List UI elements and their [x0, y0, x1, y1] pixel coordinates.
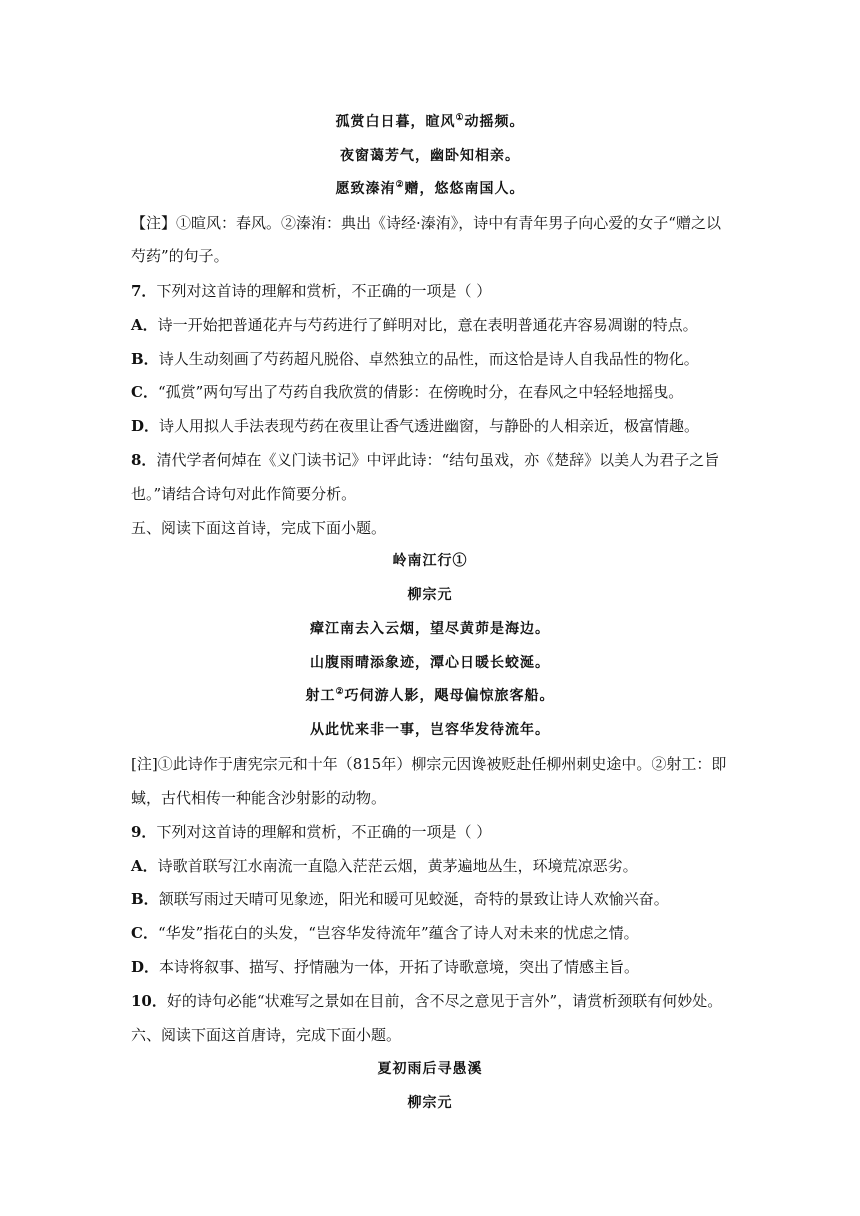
- poem-text: 动摇频。: [464, 114, 525, 130]
- question-number: 8．: [131, 451, 157, 469]
- question-10: [131, 991, 731, 1011]
- poem-text: 射工: [305, 688, 336, 704]
- question-8: [131, 450, 731, 470]
- poem-text: 赠，悠悠南国人。: [404, 181, 525, 197]
- poem2-line2: 山腹雨晴添象迹，潭心日暖长蛟涎。: [310, 655, 550, 671]
- poem2-title: 岭南江行①: [392, 553, 468, 569]
- option-label: A．: [131, 316, 158, 334]
- poem-text: 巧伺游人影，飓母偏惊旅客船。: [344, 688, 555, 704]
- poem-text: 愿致溱洧: [335, 181, 396, 197]
- option-label: B．: [131, 890, 159, 908]
- footnote-marker: ①: [455, 113, 465, 123]
- option-label: C．: [131, 383, 158, 401]
- question-7: [131, 281, 731, 301]
- q7-option-c: [131, 382, 731, 402]
- question-number: 7．: [131, 282, 157, 300]
- question-stem: 下列对这首诗的理解和赏析，不正确的一项是（ ）: [156, 823, 492, 841]
- question-stem: 好的诗句必能“状难写之景如在目前，含不尽之意见于言外”，请赏析颈联有何妙处。: [166, 992, 723, 1010]
- q7-option-a: [131, 315, 731, 335]
- note1-line2: 芍药”的句子。: [131, 247, 229, 265]
- question-number: 9．: [131, 823, 157, 841]
- q7-option-b: [131, 349, 731, 369]
- poem3-author: 柳宗元: [407, 1095, 453, 1111]
- question-9: [131, 822, 731, 842]
- poem2-line3: [0, 686, 860, 706]
- note2-line1: [注]①此诗作于唐宪宗元和十年（815年）柳宗元因谗被贬赴任柳州刺史途中。②射工：即: [131, 755, 727, 773]
- q8-line2: 也。”请结合诗句对此作简要分析。: [131, 485, 357, 503]
- section-5-heading: 五、阅读下面这首诗，完成下面小题。: [131, 519, 387, 537]
- question-stem: 清代学者何焯在《义门读书记》中评此诗：“结句虽戏，亦《楚辞》以美人为君子之旨: [156, 451, 720, 469]
- poem2-line1: 瘴江南去入云烟，望尽黄茆是海边。: [310, 621, 550, 637]
- q7-option-d: [131, 416, 731, 436]
- footnote-marker: ②: [395, 180, 405, 190]
- option-text: “孤赏”两句写出了芍药自我欣赏的倩影：在傍晚时分，在春风之中轻轻地摇曳。: [157, 383, 684, 401]
- option-label: C．: [131, 924, 158, 942]
- poem2-line4: 从此忧来非一事，岂容华发待流年。: [310, 722, 550, 738]
- option-text: 诗一开始把普通花卉与芍药进行了鲜明对比，意在表明普通花卉容易凋谢的特点。: [157, 316, 698, 334]
- q9-option-b: [131, 889, 731, 909]
- q9-option-c: [131, 923, 731, 943]
- option-text: 诗人用拟人手法表现芍药在夜里让香气透进幽窗，与静卧的人相亲近，极富情趣。: [159, 417, 700, 435]
- poem2-author: 柳宗元: [407, 587, 453, 603]
- option-text: “华发”指花白的头发，“岂容华发待流年”蕴含了诗人对未来的忧虑之情。: [157, 924, 639, 942]
- option-label: D．: [131, 958, 160, 976]
- q9-option-a: [131, 856, 731, 876]
- q9-option-d: [131, 957, 731, 977]
- option-text: 本诗将叙事、描写、抒情融为一体，开拓了诗歌意境，突出了情感主旨。: [159, 958, 640, 976]
- footnote-marker: ②: [335, 687, 345, 697]
- question-number: 10．: [131, 992, 167, 1010]
- note1-line1: 【注】①暄风：春风。②溱洧：典出《诗经·溱洧》，诗中有青年男子向心爱的女子“赠之以: [131, 214, 721, 232]
- question-stem: 下列对这首诗的理解和赏析，不正确的一项是（ ）: [156, 282, 492, 300]
- poem3-title: 夏初雨后寻愚溪: [377, 1061, 483, 1077]
- poem1-line1: [0, 112, 860, 132]
- poem1-line3: [0, 179, 860, 199]
- option-label: A．: [131, 857, 158, 875]
- option-text: 诗歌首联写江水南流一直隐入茫茫云烟，黄茅遍地丛生，环境荒凉恶劣。: [157, 857, 638, 875]
- poem1-line2: 夜窗蔼芳气，幽卧知相亲。: [340, 148, 520, 164]
- option-label: B．: [131, 350, 159, 368]
- note2-line2: 蜮，古代相传一种能含沙射影的动物。: [131, 789, 387, 807]
- section-6-heading: 六、阅读下面这首唐诗，完成下面小题。: [131, 1026, 402, 1044]
- option-label: D．: [131, 417, 160, 435]
- poem-text: 孤赏白日暮，暄风: [335, 114, 456, 130]
- option-text: 颔联写雨过天晴可见象迹，阳光和暖可见蛟涎，奇特的景致让诗人欢愉兴奋。: [158, 890, 669, 908]
- option-text: 诗人生动刻画了芍药超凡脱俗、卓然独立的品性，而这恰是诗人自我品性的物化。: [158, 350, 699, 368]
